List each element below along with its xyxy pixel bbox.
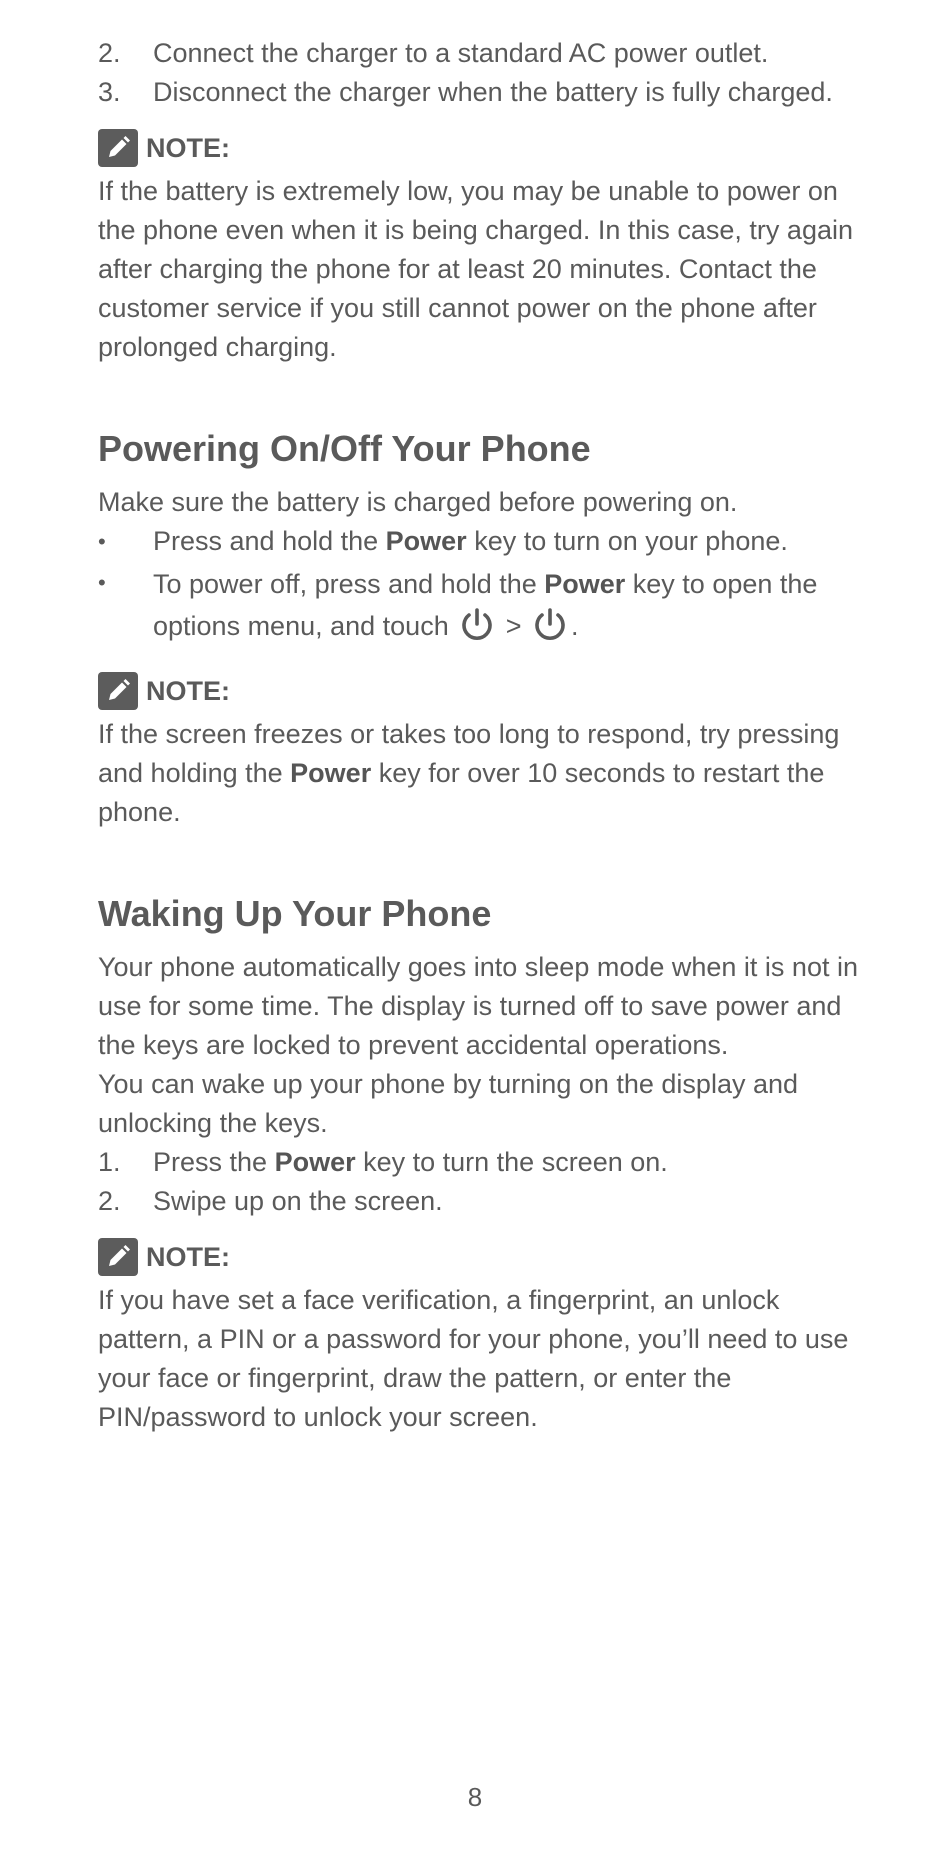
pencil-icon <box>98 672 138 710</box>
text-segment: If the screen freezes or takes too long to respond, try pressing and holding the <box>98 719 840 788</box>
list-number: 2. <box>98 38 121 68</box>
page-number: 8 <box>467 1782 483 1812</box>
pencil-icon <box>98 129 138 167</box>
list-item <box>98 522 858 561</box>
list-item <box>98 34 858 73</box>
text-segment: key to turn the screen on. <box>355 1147 668 1177</box>
text-segment: . <box>571 611 579 641</box>
text-segment: key for over 10 seconds to restart the phone. <box>98 758 825 827</box>
bold-key-name: Power <box>385 526 467 556</box>
list-item <box>98 563 858 655</box>
list-item-text <box>153 1143 858 1182</box>
list-item <box>98 1182 858 1221</box>
list-item <box>98 1143 858 1182</box>
note-text-freeze <box>98 715 858 832</box>
note-header <box>98 1237 858 1277</box>
list-number: 2. <box>98 1186 121 1216</box>
list-item-text: Disconnect the charger when the battery is fully charged. <box>153 77 833 107</box>
text-segment: key to open the options menu, and touch <box>153 569 818 641</box>
note-header <box>98 128 858 168</box>
charging-steps-list <box>98 34 858 112</box>
section-heading-powering: Powering On/Off Your Phone <box>98 428 591 469</box>
powering-intro: Make sure the battery is charged before powering on. <box>98 487 738 517</box>
list-item-text: Connect the charger to a standard AC power outlet. <box>153 38 769 68</box>
section-heading-waking: Waking Up Your Phone <box>98 893 492 934</box>
text-segment: Press the <box>153 1147 275 1177</box>
note-label: NOTE: <box>146 1241 230 1272</box>
note-text-unlock: If you have set a face verification, a fingerprint, an unlock pattern, a PIN or a password for your phone, you’ll need to use your face or fingerprint, draw the pattern, or enter the PIN/password to unlock your screen. <box>98 1285 849 1432</box>
list-item <box>98 73 858 112</box>
waking-steps-list <box>98 1143 858 1221</box>
power-icon <box>531 607 569 655</box>
list-item-text <box>153 563 858 655</box>
note-header <box>98 671 858 711</box>
text-segment: key to turn on your phone. <box>466 526 788 556</box>
bullet-marker: • <box>98 529 106 554</box>
text-segment: Press and hold the <box>153 526 386 556</box>
manual-page <box>98 34 858 1437</box>
note-label: NOTE: <box>146 132 230 163</box>
bold-key-name: Power <box>290 758 372 788</box>
list-item-text: Swipe up on the screen. <box>153 1186 443 1216</box>
power-icon <box>458 607 496 655</box>
list-number: 3. <box>98 77 121 107</box>
text-segment: > <box>498 611 529 641</box>
waking-paragraph-wake: You can wake up your phone by turning on the display and unlocking the keys. <box>98 1069 799 1138</box>
bold-key-name: Power <box>544 569 626 599</box>
text-segment: To power off, press and hold the <box>153 569 545 599</box>
bold-key-name: Power <box>274 1147 356 1177</box>
powering-bullet-list <box>98 522 858 655</box>
list-number: 1. <box>98 1147 121 1177</box>
pencil-icon <box>98 1238 138 1276</box>
bullet-marker: • <box>98 570 106 595</box>
waking-paragraph-sleep: Your phone automatically goes into sleep mode when it is not in use for some time. The display is turned off to save power and the keys are locked to prevent accidental operations. <box>98 952 858 1060</box>
note-text-battery: If the battery is extremely low, you may be unable to power on the phone even when it is being charged. In this case, try again after charging the phone for at least 20 minutes. Contact the customer service if you still cannot power on the phone after prolonged charging. <box>98 176 853 362</box>
list-item-text <box>153 522 858 561</box>
note-label: NOTE: <box>146 675 230 706</box>
